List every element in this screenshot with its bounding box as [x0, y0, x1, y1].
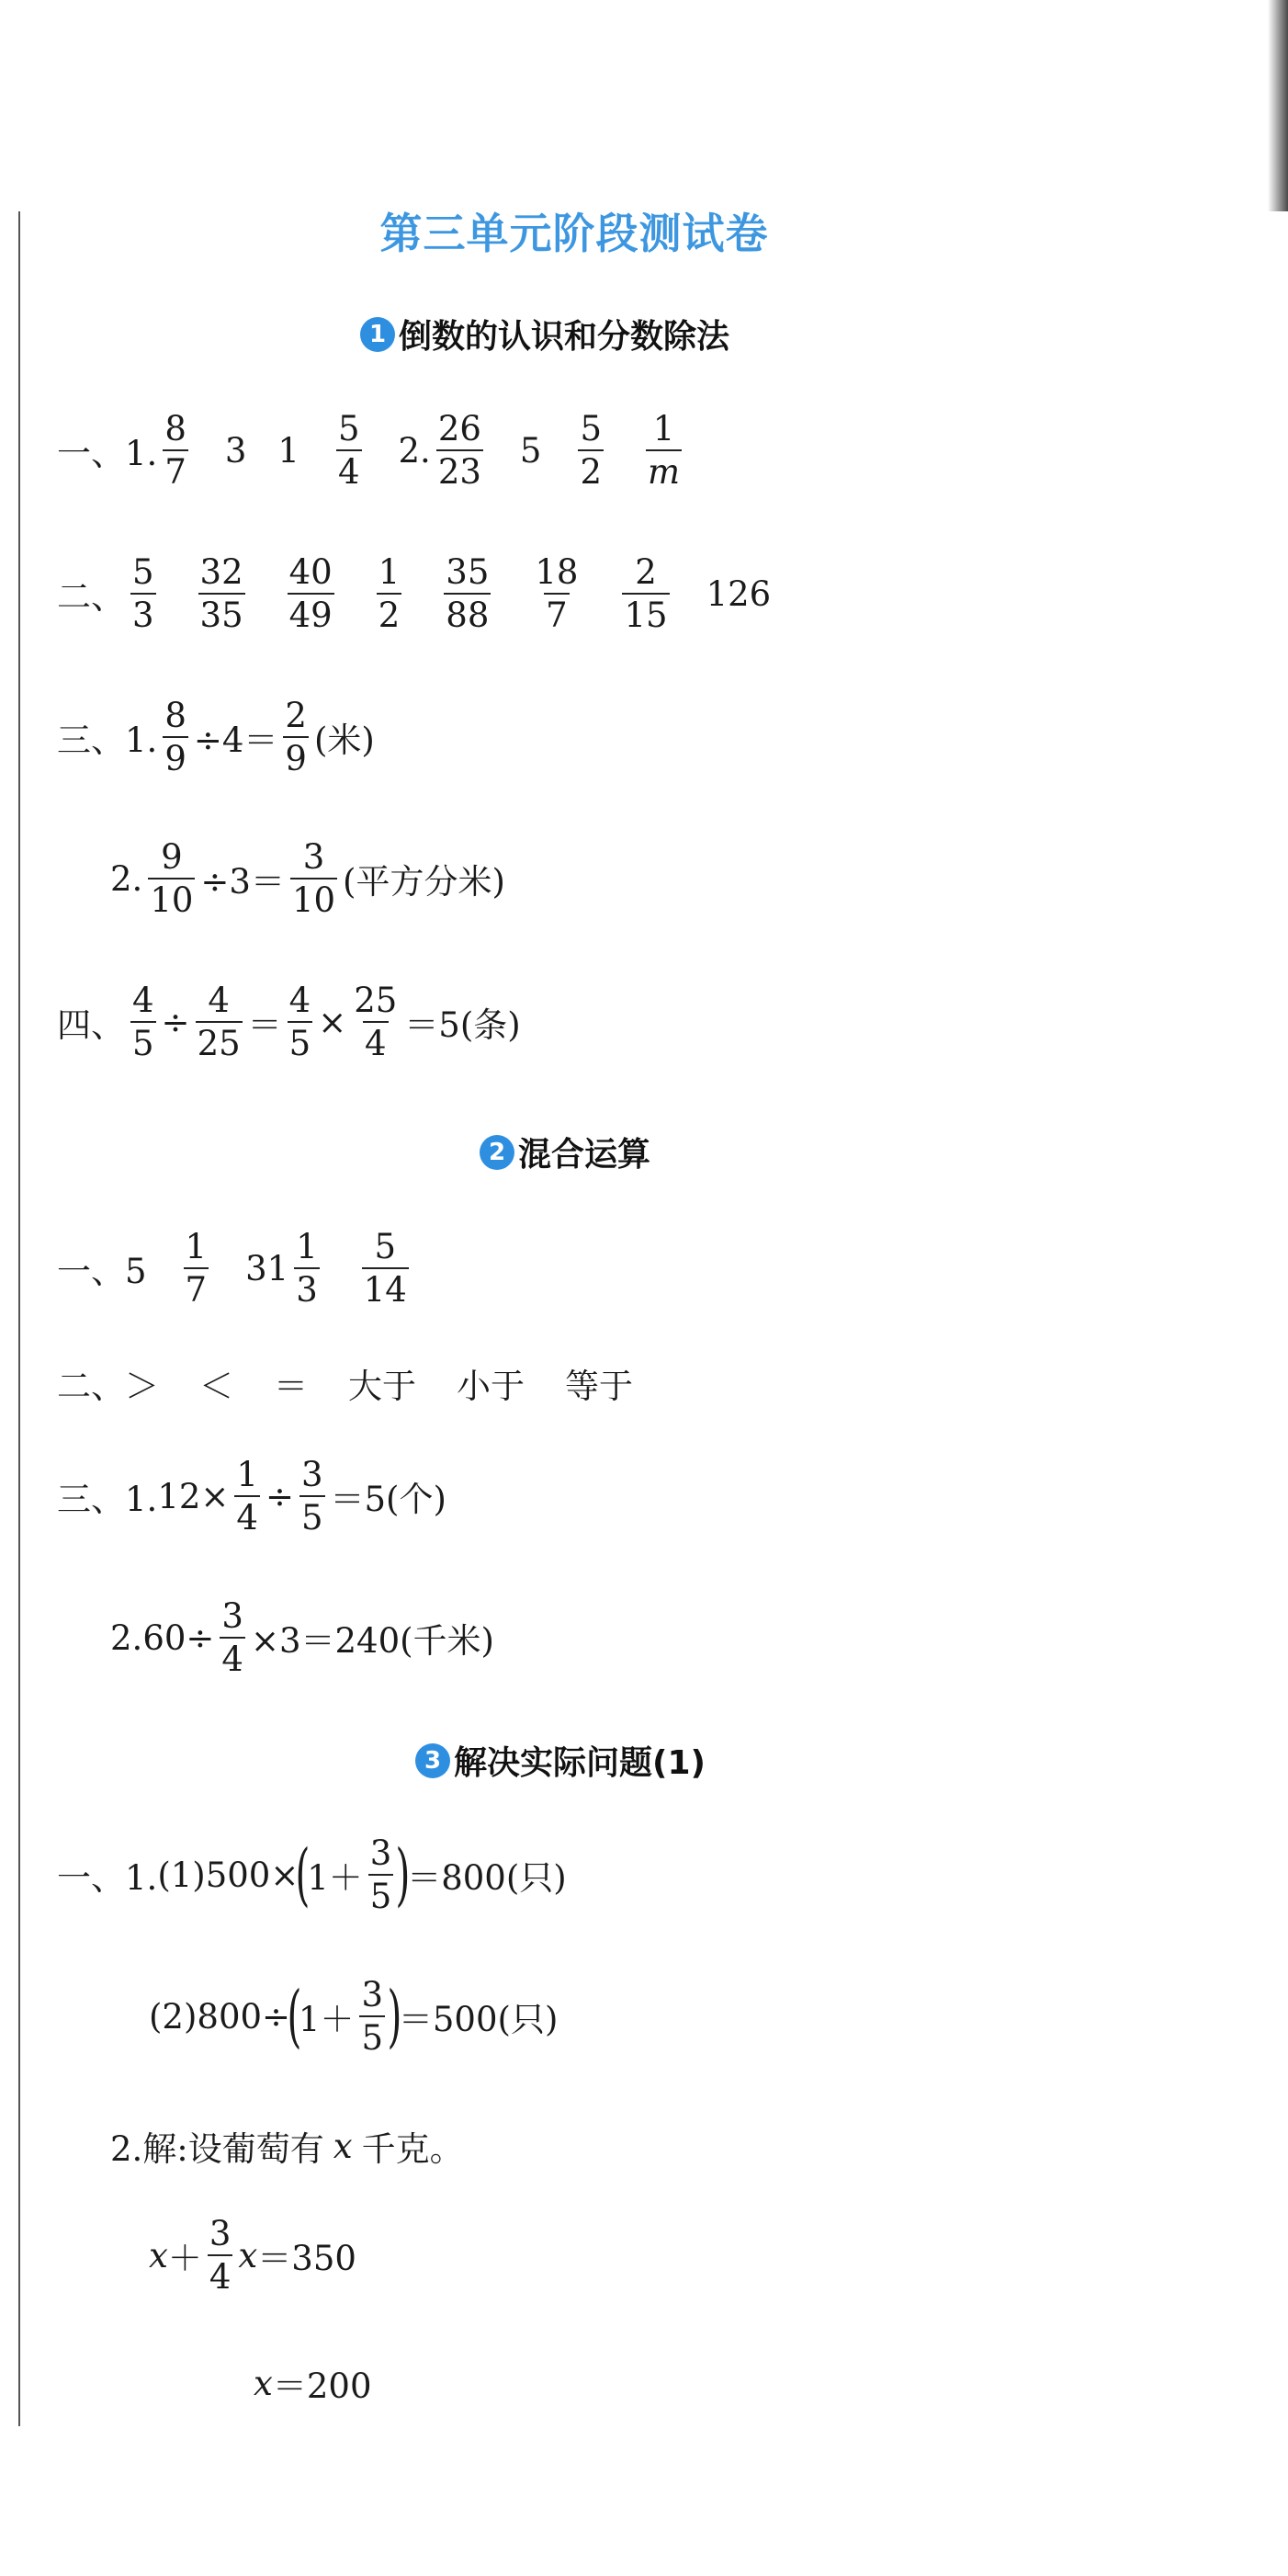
- operator: ÷4＝: [193, 721, 278, 760]
- row-label: 2.: [398, 430, 431, 471]
- expression: 1＋: [298, 2000, 355, 2039]
- result: ＝200: [272, 2366, 372, 2406]
- section-1-number-badge: 1: [360, 317, 395, 352]
- fraction: 1 7: [185, 1227, 208, 1310]
- fraction: $\frac{4}{25}$: [197, 981, 241, 1063]
- fraction: 5 2: [580, 409, 602, 492]
- s1-row-5: [57, 983, 521, 1061]
- value: 5: [519, 430, 542, 471]
- value: 1: [277, 430, 299, 471]
- solution-text: 2.解:设葡萄有: [110, 2129, 324, 2169]
- scan-edge-shadow: [1268, 0, 1288, 211]
- expression: (1)500×: [157, 1855, 299, 1895]
- result: ＝500(只): [398, 2000, 559, 2039]
- s1-row-2: [57, 552, 772, 635]
- s3-row-1: [57, 1833, 567, 1916]
- fraction: 2 15: [624, 552, 668, 635]
- fraction: $\frac{8}{9}$: [164, 696, 186, 778]
- answer-item: ＜: [199, 1367, 233, 1406]
- s2-row-3: [57, 1455, 446, 1538]
- result: ×3＝240(千米): [250, 1621, 494, 1661]
- s2-row-1: [57, 1227, 414, 1310]
- fraction: 1 2: [378, 552, 401, 635]
- section-2-number-badge: 2: [480, 1135, 514, 1170]
- expression: 60÷: [142, 1617, 215, 1658]
- result: ＝5(个): [330, 1480, 446, 1519]
- fraction: 3 5: [369, 1833, 392, 1916]
- right-paren: ): [395, 1835, 411, 1914]
- row-label: 一、5: [57, 1252, 147, 1291]
- operator: ×: [318, 1002, 347, 1042]
- fraction: $\frac{3}{4}$: [221, 1596, 243, 1679]
- fraction: 32 35: [199, 552, 243, 635]
- answer-item: 大于: [348, 1367, 416, 1406]
- unit: (米): [313, 721, 375, 760]
- operator: ＋: [167, 2239, 202, 2278]
- value: 3: [224, 430, 247, 471]
- operator: ÷: [265, 1476, 294, 1516]
- operator: ÷3＝: [200, 862, 285, 902]
- fraction: $\frac{3}{5}$: [300, 1455, 323, 1538]
- result: ＝800(只): [407, 1858, 567, 1898]
- result: ＝5(条): [404, 1005, 521, 1045]
- page-title: 第三单元阶段测试卷: [379, 209, 769, 258]
- fraction: $\frac{4}{5}$: [288, 981, 311, 1063]
- right-paren: ): [387, 1977, 402, 2056]
- fraction: 26 23: [437, 409, 481, 492]
- s1-row-4: [110, 837, 505, 920]
- operator: ÷: [161, 1002, 190, 1042]
- left-paren: (: [295, 1835, 311, 1914]
- s3-row-3: [110, 2121, 464, 2171]
- row-label: 四、: [57, 1005, 125, 1045]
- section-1-title: 倒数的认识和分数除法: [399, 318, 730, 356]
- row-label: 二、: [57, 1367, 125, 1406]
- value: 31: [245, 1248, 289, 1288]
- section-2-heading: [480, 1129, 650, 1175]
- fraction: 40 49: [288, 552, 333, 635]
- fraction: $\frac{1}{4}$: [236, 1455, 258, 1538]
- unit: (平方分米): [343, 862, 505, 902]
- s1-row-1: [57, 409, 687, 492]
- operator: ＝: [247, 1005, 282, 1045]
- s1-row-3: [57, 698, 375, 776]
- section-1-heading: [360, 311, 729, 357]
- variable: x: [238, 2235, 258, 2275]
- answer-item: 等于: [565, 1367, 633, 1406]
- row-label: 三、1.: [57, 1480, 158, 1519]
- variable: x: [333, 2126, 353, 2166]
- fraction: 18 7: [535, 552, 579, 635]
- fraction: 1 3: [296, 1227, 318, 1310]
- fraction: 2 9: [285, 696, 307, 778]
- fraction: 8 7: [164, 409, 186, 492]
- answer-item: 小于: [457, 1367, 525, 1406]
- value: 126: [706, 573, 772, 614]
- variable: x: [254, 2363, 273, 2403]
- row-label: 三、1.: [57, 721, 158, 760]
- row-label: 一、1.: [57, 434, 158, 473]
- row-label: 二、: [57, 577, 125, 617]
- result: ＝350: [257, 2239, 356, 2278]
- s2-row-4: [110, 1596, 494, 1679]
- fraction: 5 14: [363, 1227, 407, 1310]
- expression: (2)800÷: [149, 1996, 291, 2037]
- fraction: 3 5: [361, 1975, 384, 2058]
- variable: x: [149, 2235, 168, 2275]
- fraction: $\frac{25}{4}$: [354, 981, 398, 1063]
- fraction: 3 4: [209, 2214, 232, 2297]
- fraction: 3 10: [291, 837, 336, 920]
- s3-row-4: [149, 2214, 356, 2297]
- row-label: 2.: [110, 858, 143, 899]
- answer-item: ＝: [274, 1367, 308, 1406]
- row-label: 一、1.: [57, 1858, 158, 1898]
- fraction: $\frac{4}{5}$: [132, 981, 154, 1063]
- margin-rule: [18, 211, 20, 2426]
- row-label: 2.: [110, 1617, 143, 1658]
- section-3-title: 解决实际问题(1): [454, 1744, 706, 1782]
- s3-row-2: [149, 1975, 559, 2058]
- fraction: $\frac{9}{10}$: [150, 837, 194, 920]
- fraction: 5 3: [132, 552, 154, 635]
- s3-row-5: [254, 2358, 372, 2408]
- section-3-heading: [415, 1737, 706, 1784]
- answer-item: ＞: [125, 1367, 159, 1406]
- fraction: 1 m: [648, 409, 681, 492]
- s2-row-2: [57, 1358, 633, 1408]
- expression: 12×: [157, 1476, 230, 1516]
- fraction: 35 88: [446, 552, 490, 635]
- section-2-title: 混合运算: [518, 1136, 651, 1174]
- section-3-number-badge: 3: [415, 1743, 450, 1778]
- expression: 1＋: [307, 1858, 363, 1898]
- fraction: 5 4: [337, 409, 360, 492]
- solution-text: 千克。: [361, 2129, 464, 2169]
- left-paren: (: [287, 1977, 302, 2056]
